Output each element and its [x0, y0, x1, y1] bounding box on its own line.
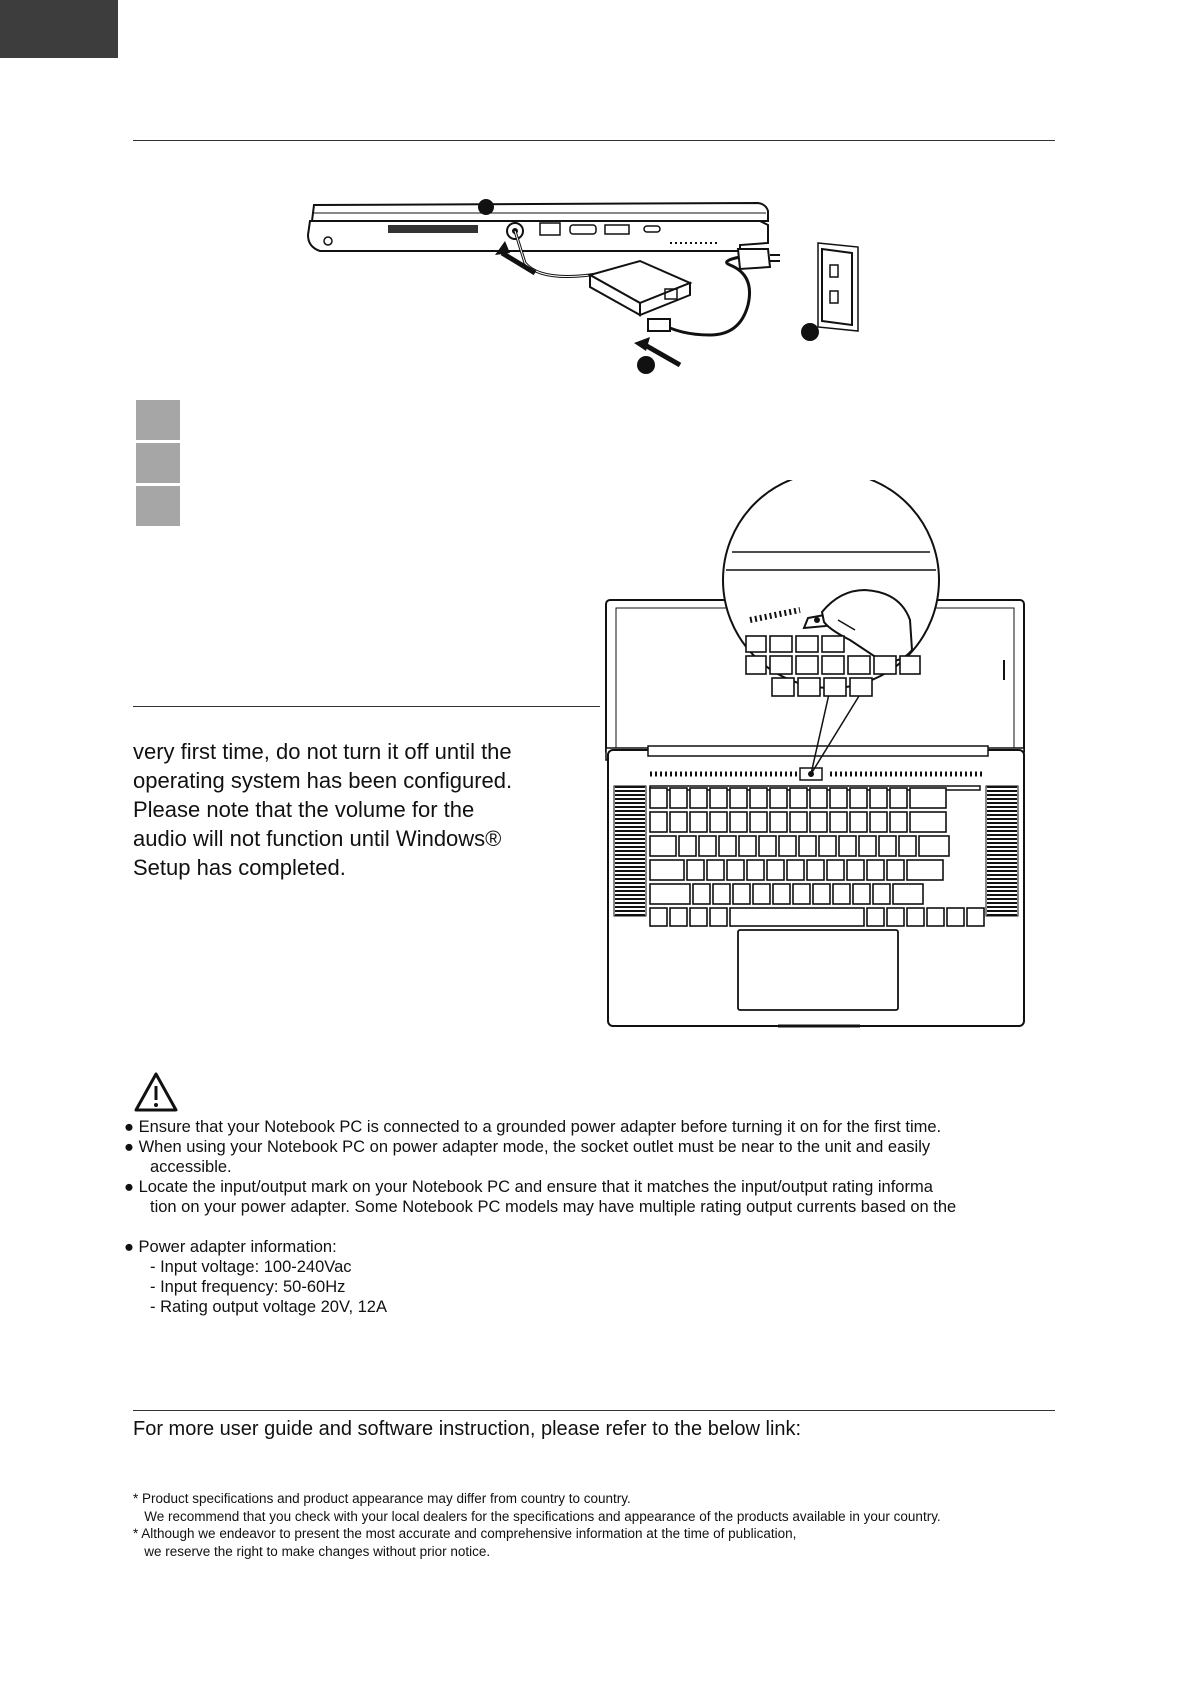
power-adapter-heading: ● Power adapter information: — [124, 1238, 337, 1256]
footnote-line: * Product specifications and product appearance may differ from country to country. — [133, 1491, 631, 1506]
warning-item: ● When using your Notebook PC on power adapter mode, the socket outlet must be near to the unit and easily — [124, 1138, 931, 1156]
paragraph-line: audio will not function until Windows® — [133, 826, 502, 851]
footnote-line: We recommend that you check with your local dealers for the specifications and appearance of the products available in your country. — [133, 1508, 941, 1524]
warning-item: ● Ensure that your Notebook PC is connected to a grounded power adapter before turning it on for the first time. — [124, 1118, 942, 1136]
section-divider-bottom — [133, 1410, 1055, 1411]
warning-item: ● Locate the input/output mark on your Notebook PC and ensure that it matches the input/output rating informa — [124, 1178, 933, 1196]
step-1-box — [136, 400, 180, 440]
section-divider-top — [133, 140, 1055, 141]
warning-triangle-icon — [133, 1071, 179, 1113]
step-2-box — [136, 443, 180, 483]
paragraph-line: Setup has completed. — [133, 855, 346, 880]
footnotes — [133, 1490, 941, 1560]
laptop-power-button-illustration — [600, 480, 1040, 1050]
safety-warnings-list — [124, 1117, 956, 1317]
warning-item-continued: accessible. — [150, 1158, 232, 1176]
paragraph-line: Please note that the volume for the — [133, 797, 475, 822]
power-adapter-item: - Input frequency: 50-60Hz — [150, 1278, 346, 1296]
warning-item-continued: tion on your power adapter. Some Notebook PC models may have multiple rating output currents based on the — [150, 1198, 957, 1216]
paragraph-line: very first time, do not turn it off until the — [133, 739, 512, 764]
section-divider-mid — [133, 706, 600, 707]
page-corner-tab — [0, 0, 118, 58]
paragraph-line: operating system has been configured. — [133, 768, 513, 793]
footnote-line: * Although we endeavor to present the most accurate and comprehensive information at the time of publication, — [133, 1526, 797, 1541]
power-on-paragraph — [133, 737, 512, 882]
user-guide-link-text: For more user guide and software instruction, please refer to the below link: — [133, 1418, 802, 1440]
step-3-box — [136, 486, 180, 526]
power-adapter-item: - Rating output voltage 20V, 12A — [150, 1298, 387, 1316]
power-adapter-item: - Input voltage: 100-240Vac — [150, 1258, 352, 1276]
footnote-line: we reserve the right to make changes without prior notice. — [133, 1543, 491, 1559]
power-connection-illustration — [300, 195, 880, 380]
